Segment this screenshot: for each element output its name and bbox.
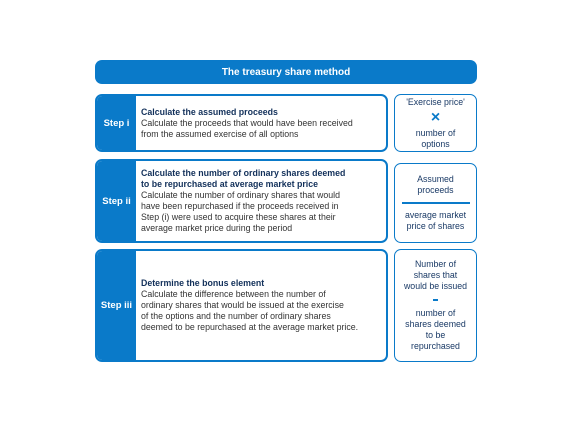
- step-i-body: [141, 96, 383, 150]
- step-ii-label: Step ii: [97, 161, 136, 241]
- step-iii-box: [95, 249, 388, 362]
- formula-top-line: Number of: [414, 259, 457, 269]
- step-ii-text-line: have been repurchased if the proceeds received in: [141, 201, 339, 211]
- formula-top-line: shares that: [413, 270, 458, 280]
- step-ii-body: [141, 161, 383, 241]
- formula-bottom-line: options: [421, 138, 450, 149]
- multiply-icon: ×: [430, 108, 441, 126]
- formula-bottom-line: shares deemed: [405, 319, 466, 329]
- step-ii-text-line: Calculate the number of ordinary shares that would: [141, 190, 341, 200]
- step-ii-box: [95, 159, 388, 243]
- step-ii-formula: [394, 163, 477, 243]
- step-i-label: Step i: [97, 96, 136, 150]
- step-i-heading-line: Calculate the assumed proceeds: [141, 106, 278, 117]
- step-iii-body: [141, 251, 383, 360]
- step-iii-text-line: Calculate the difference between the number of: [141, 289, 326, 299]
- step-ii-heading-line: to be repurchased at average market price: [141, 179, 318, 189]
- step-iii-text-line: of the options and the number of ordinary shares: [141, 311, 331, 321]
- formula-bottom-line: number of: [415, 127, 456, 138]
- step-iii-label: Step iii: [97, 251, 136, 360]
- formula-bottom-line: to be: [425, 330, 446, 340]
- diagram-title: The treasury share method: [95, 60, 477, 84]
- formula-top-line: Assumed: [417, 174, 454, 184]
- formula-bottom-line: number of: [415, 308, 456, 318]
- step-iii-heading-line: Determine the bonus element: [141, 278, 265, 288]
- step-i-formula: [394, 94, 477, 152]
- step-iii-text-line: ordinary shares that would be issued at the exercise: [141, 300, 344, 310]
- fraction-bar: [402, 202, 470, 204]
- step-ii-heading-line: Calculate the number of ordinary shares deemed: [141, 168, 346, 178]
- formula-bottom-line: average market: [404, 210, 467, 220]
- formula-bottom-line: price of shares: [406, 221, 465, 231]
- formula-top-line: proceeds: [417, 185, 454, 195]
- formula-top-line: 'Exercise price': [406, 96, 465, 107]
- step-i-text-line: from the assumed exercise of all options: [141, 128, 299, 139]
- minus-icon: [433, 299, 438, 301]
- step-iii-formula: [394, 249, 477, 362]
- formula-top-line: would be issued: [403, 281, 468, 291]
- step-ii-text-line: average market price during the period: [141, 223, 293, 233]
- step-i-text-line: Calculate the proceeds that would have been received: [141, 117, 353, 128]
- step-i-box: [95, 94, 388, 152]
- step-ii-text-line: Step (i) were used to acquire these shares at their: [141, 212, 336, 222]
- step-iii-text-line: deemed to be repurchased at the average market price.: [141, 322, 359, 332]
- formula-bottom-line: repurchased: [411, 341, 460, 351]
